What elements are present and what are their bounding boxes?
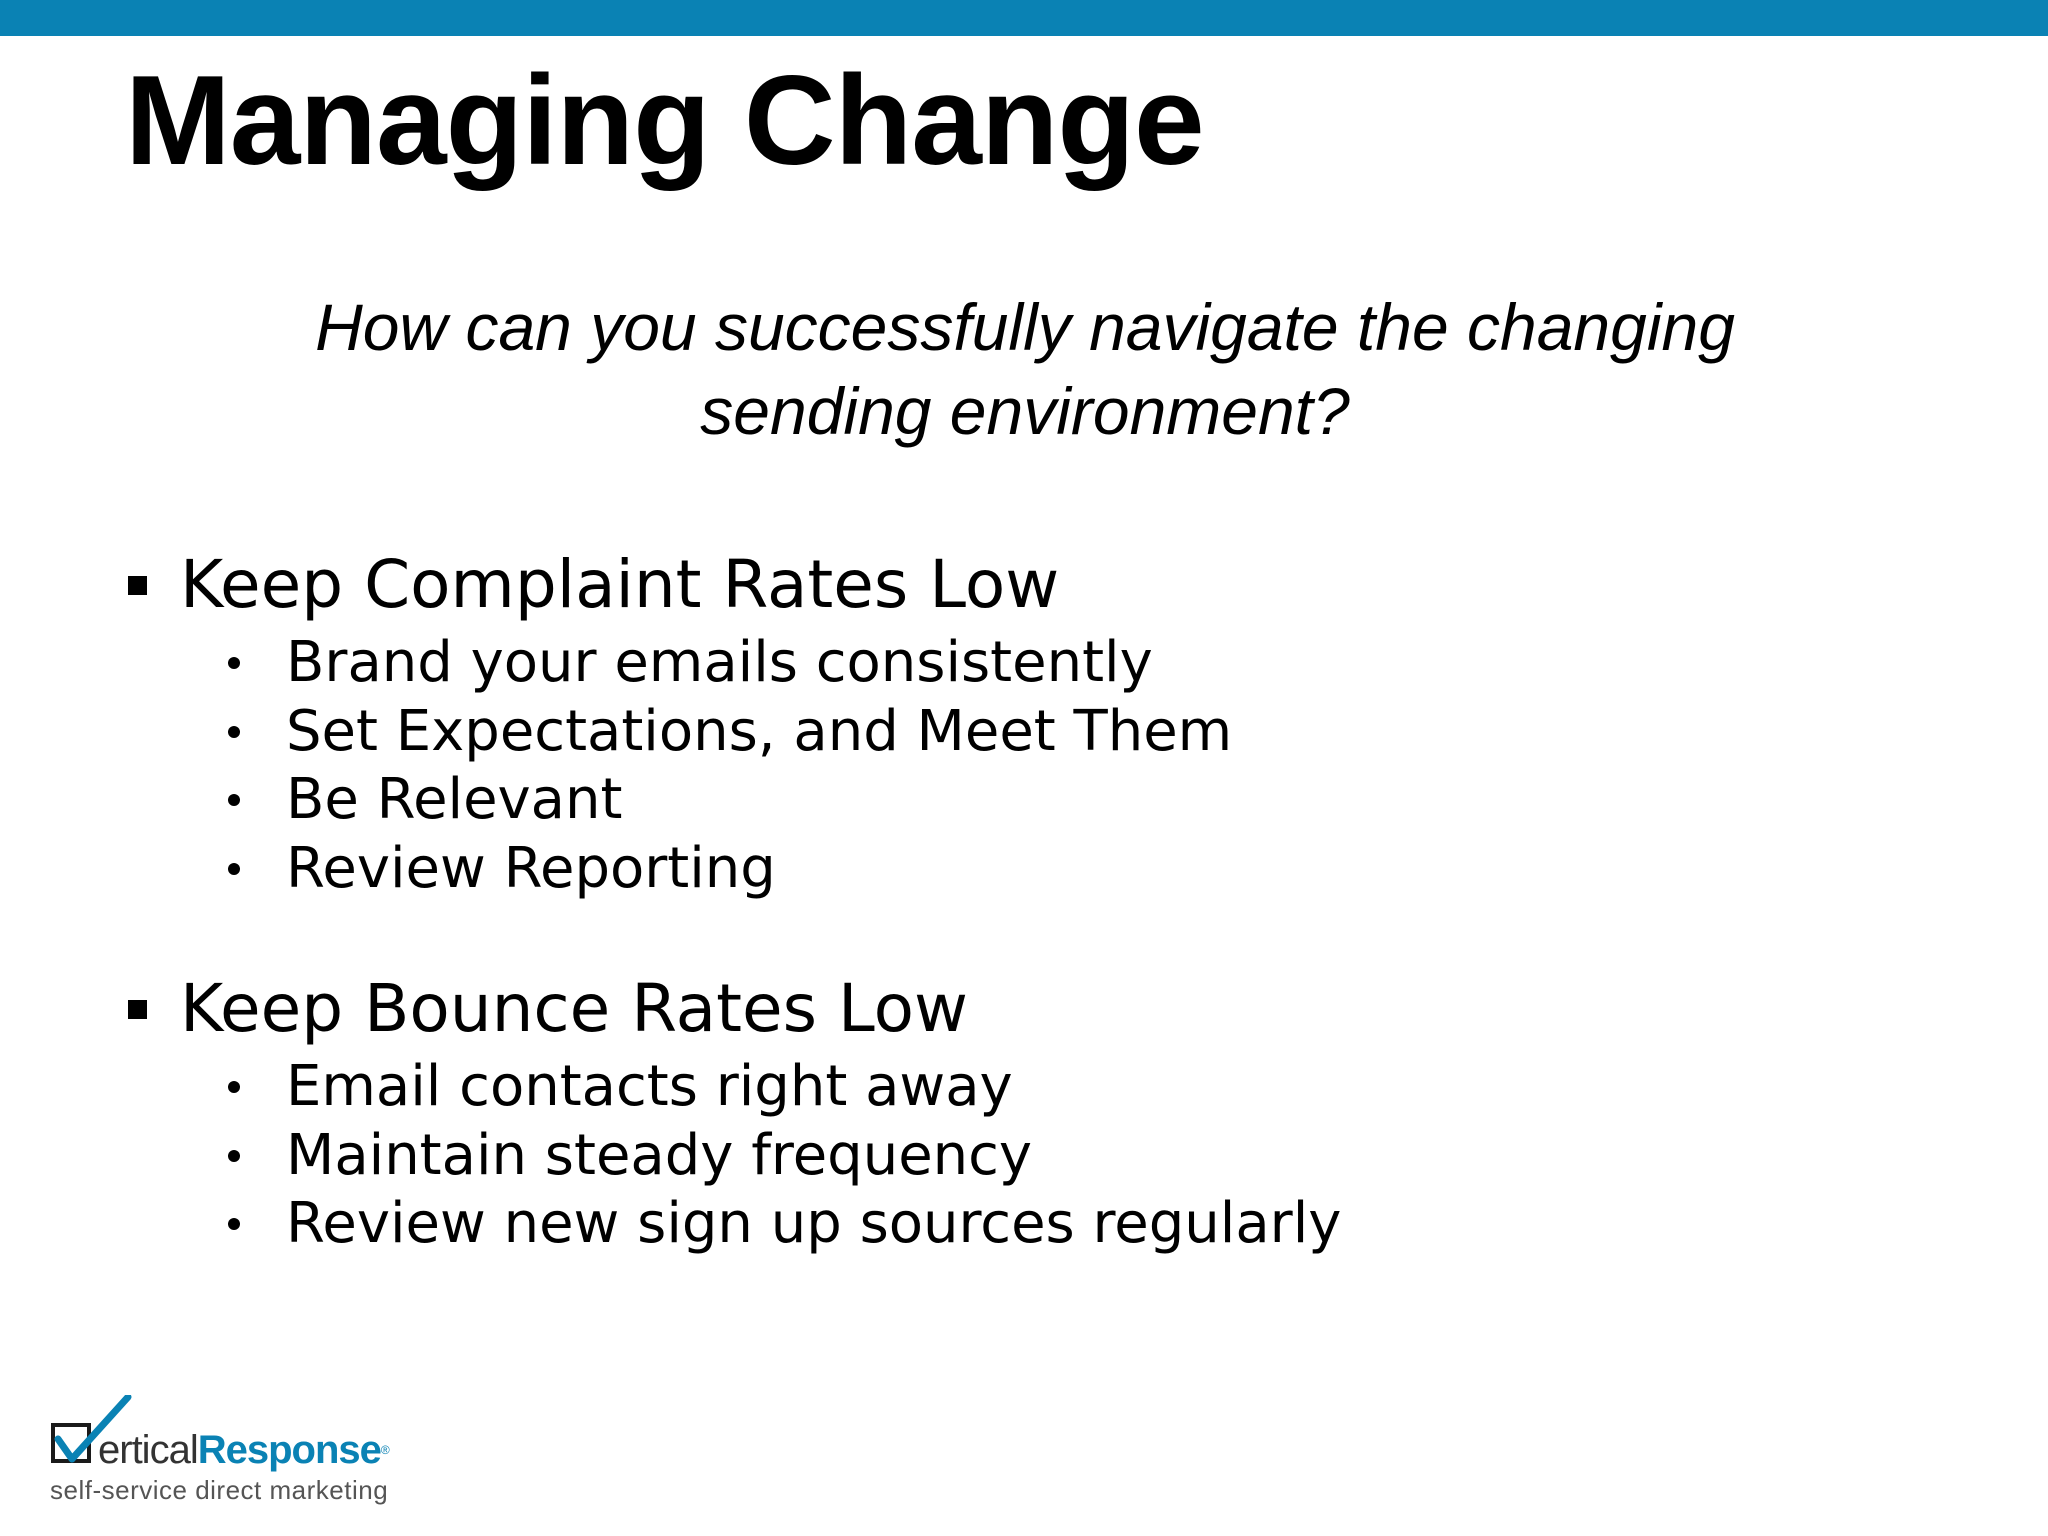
- dot-bullet-icon: [228, 657, 240, 669]
- bullet-heading: Keep Bounce Rates Low: [180, 970, 968, 1047]
- sub-bullet-text: Brand your emails consistently: [286, 630, 1153, 695]
- logo-tagline: self-service direct marketing: [50, 1475, 389, 1505]
- sub-bullet-text: Maintain steady frequency: [286, 1122, 1033, 1188]
- sub-bullet-text: Review Reporting: [286, 835, 776, 901]
- sub-bullet-text: Set Expectations, and Meet Them: [286, 698, 1233, 764]
- logo-wordmark: [98, 1427, 389, 1473]
- brand-logo: [50, 1385, 410, 1505]
- dot-bullet-icon: [228, 1150, 240, 1162]
- logo-word-part2: Response: [197, 1428, 381, 1472]
- dot-bullet-icon: [228, 1218, 240, 1230]
- slide-title: Managing Change: [125, 49, 1204, 191]
- top-accent-bar: [0, 0, 2048, 36]
- registered-mark: ®: [380, 1443, 389, 1457]
- logo-word-part1: ertical: [98, 1428, 198, 1472]
- bullet-heading: Keep Complaint Rates Low: [180, 546, 1060, 623]
- slide-subtitle: How can you successfully navigate the changing sending environment?: [315, 290, 1735, 448]
- dot-bullet-icon: [228, 1081, 240, 1093]
- dot-bullet-icon: [228, 794, 240, 806]
- dot-bullet-icon: [228, 726, 240, 738]
- dot-bullet-icon: [228, 863, 240, 875]
- sub-bullet-text: Email contacts right away: [286, 1054, 1013, 1119]
- square-bullet-icon: [128, 1000, 147, 1019]
- square-bullet-icon: [128, 576, 147, 595]
- sub-bullet-text: Be Relevant: [286, 767, 623, 832]
- sub-bullet-text: Review new sign up sources regularly: [286, 1191, 1342, 1256]
